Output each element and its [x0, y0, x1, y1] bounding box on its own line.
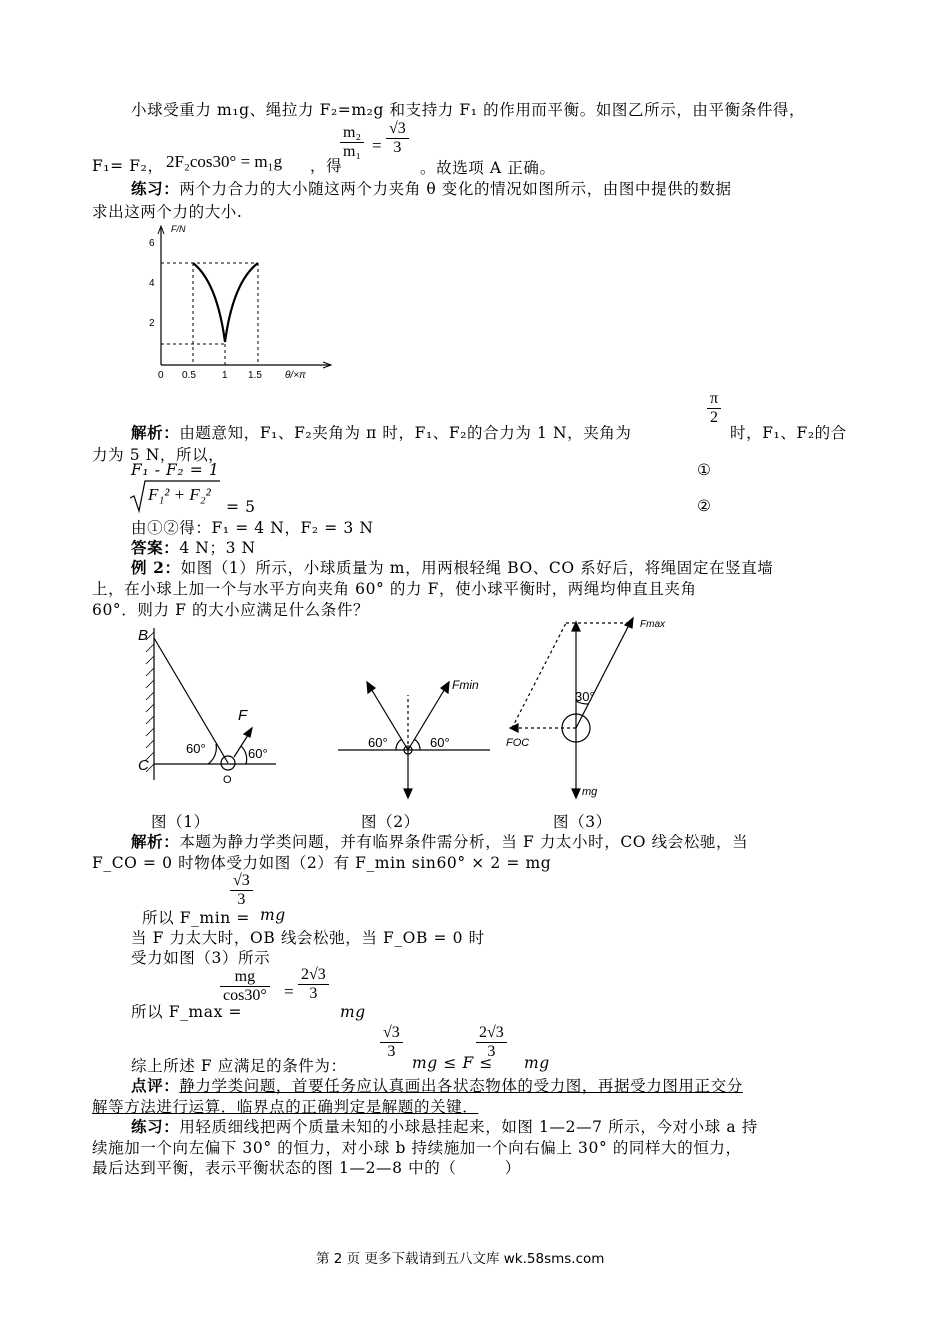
figure-3-diagram	[500, 615, 690, 805]
comment-line2: 解等方法进行运算．临界点的正确判定是解题的关键．	[92, 1098, 479, 1116]
left-tension-arrowhead	[367, 682, 375, 693]
para1-fraction-sqrt	[386, 120, 409, 157]
analysis2-line1	[131, 830, 748, 852]
mg-arrowhead	[572, 789, 580, 798]
comment-label: 点评：	[131, 1076, 180, 1095]
label-mg: mg	[582, 786, 598, 798]
para1-eq2: 2F₂cos30° = m₁g	[166, 152, 283, 171]
conclusion-fraction-2	[476, 1024, 507, 1061]
frac-denominator: 3	[487, 1043, 496, 1060]
label-Fmin: Fmin	[452, 678, 479, 692]
label-Foc: FOC	[506, 737, 530, 749]
x-tick-0-5: 0.5	[182, 370, 196, 381]
analysis1-text: 由题意知，F₁、F₂夹角为 π 时，F₁、F₂的合力为 1 N，夹角为	[179, 424, 632, 442]
conclusion-fraction-1	[380, 1024, 403, 1061]
angle-arc-2	[241, 746, 247, 764]
para1-line1: 小球受重力 m₁g、绳拉力 F₂=m₂g 和支持力 F₁ 的作用而平衡。如图乙所示，由平衡条件得，	[131, 101, 806, 119]
para1-fraction-m	[340, 124, 364, 161]
label-C: C	[138, 757, 149, 774]
analysis1-line1-tail: 时，F₁、F₂的合	[730, 424, 847, 442]
frac-denominator: 3	[393, 139, 402, 156]
exercise-label: 练习：	[131, 1117, 180, 1136]
x-tick-0: 0	[158, 370, 164, 381]
label-Fmax: Fmax	[640, 619, 665, 630]
analysis2-line2: F_CO = 0 时物体受力如图（2）有 F_min sin60° × 2 = mg	[92, 854, 552, 872]
frac-numerator: √3	[380, 1024, 403, 1043]
analysis2-text: 本题为静力学类问题，并有临界条件需分析，当 F 力太小时，CO 线会松驰，当	[179, 833, 749, 851]
frac-numerator: 2√3	[476, 1024, 507, 1043]
exercise1-text: 两个力合力的大小随这两个力夹角 θ 变化的情况如图所示，由图中提供的数据	[179, 180, 732, 198]
frac-numerator: 2√3	[298, 966, 329, 985]
frac-numerator: mg	[220, 968, 270, 987]
angle-arc-right	[414, 739, 420, 750]
angle-label-2: 60°	[248, 746, 268, 761]
frac-denominator: 3	[237, 891, 246, 908]
y-tick-6: 6	[149, 238, 155, 249]
frac-denominator: cos30°	[223, 987, 267, 1004]
analysis1-line2: 力为 5 N，所以，	[92, 446, 225, 464]
exercise1-line1	[131, 177, 732, 199]
answer-label: 答案：	[131, 538, 180, 557]
para1-tail: 。故选项 A 正确。	[420, 159, 556, 177]
label-F: F	[238, 707, 248, 724]
pi-over-2	[707, 390, 721, 427]
conclusion-tail: mg	[524, 1054, 550, 1072]
exercise1-line2: 求出这两个力的大小.	[92, 203, 243, 221]
angle-label-left: 60°	[368, 735, 388, 750]
force-F-arrowhead	[244, 728, 252, 737]
y-axis-label: F/N	[171, 224, 186, 234]
frac-numerator: m₂	[340, 124, 364, 143]
conclusion-mid: mg ≤ F ≤	[412, 1054, 493, 1072]
angle-arc-1	[208, 744, 216, 764]
exercise2-line3: 最后达到平衡，表示平衡状态的图 1—2—8 中的（ ）	[92, 1159, 521, 1177]
comment-text: 静力学类问题，首要任务应认真画出各状态物体的受力图，再据受力图用正交分	[179, 1077, 743, 1095]
figure-2-caption: 图（2）	[361, 813, 420, 831]
analysis1-result: 由①②得：F₁ = 4 N，F₂ = 3 N	[131, 519, 374, 537]
analysis-label: 解析：	[131, 832, 180, 851]
exercise-label: 练习：	[131, 179, 180, 198]
analysis2-line5: 受力如图（3）所示	[131, 949, 271, 967]
x-tick-1: 1	[222, 370, 228, 381]
analysis1-line1	[131, 421, 632, 443]
fmax-prefix: 所以 F_max =	[131, 1003, 243, 1021]
pi-numerator: π	[710, 390, 719, 407]
x-axis-label: θ/×π	[285, 370, 306, 381]
angle-label-1: 60°	[186, 741, 206, 756]
Foc-arrowhead	[510, 724, 518, 732]
frac-denominator: 3	[309, 985, 318, 1002]
frac-denominator: m₁	[343, 143, 362, 160]
Fmax-force	[576, 623, 630, 728]
angle-label: 30°	[575, 689, 595, 704]
y-tick-4: 4	[149, 278, 155, 289]
example2-line1	[131, 556, 773, 578]
example2-line2: 上，在小球上加一个与水平方向夹角 60° 的力 F，使小球平衡时，两绳均伸直且夹角	[92, 580, 697, 598]
example-label: 例 2：	[131, 558, 181, 577]
example2-text: 如图（1）所示，小球质量为 m，用两根轻绳 BO、CO 系好后，将绳固定在竖直墙	[180, 559, 774, 577]
figure-1-diagram	[128, 620, 288, 790]
example2-line3: 60°．则力 F 的大小应满足什么条件？	[92, 601, 370, 619]
conclusion-prefix: 综上所述 F 应满足的条件为：	[131, 1057, 347, 1075]
angle-label-right: 60°	[430, 735, 450, 750]
equation-2-tail: = 5	[226, 498, 256, 516]
analysis-label: 解析：	[131, 423, 180, 442]
pi-denominator: 2	[707, 408, 721, 427]
fmin-prefix: 所以 F_min =	[142, 909, 250, 927]
exercise2-line2: 续施加一个向左偏下 30° 的恒力，对小球 b 持续施加一个向右偏上 30° 的同样大的恒力，	[92, 1139, 742, 1157]
force-angle-graph	[135, 222, 345, 382]
angle-arc-left	[396, 739, 402, 750]
fmin-tail: mg	[260, 906, 286, 924]
analysis2-line4: 当 F 力太大时，OB 线会松弛，当 F_OB = 0 时	[131, 929, 485, 947]
label-O: O	[223, 774, 232, 786]
fmin-fraction	[230, 872, 253, 909]
label-B: B	[138, 627, 149, 644]
equation-1-marker: ①	[697, 461, 712, 479]
mg-arrowhead	[404, 789, 412, 798]
comment-line1	[131, 1074, 743, 1096]
frac-numerator: √3	[230, 872, 253, 891]
exercise2-line1	[131, 1115, 758, 1137]
frac-numerator: √3	[386, 120, 409, 139]
answer-text: 4 N；3 N	[179, 539, 256, 557]
figure-1-caption: 图（1）	[151, 813, 210, 831]
parallelogram-dashed	[512, 623, 566, 728]
fmax-fraction-2	[298, 966, 329, 1003]
resultant-force-curve	[193, 263, 258, 342]
answer1	[131, 536, 256, 558]
y-tick-2: 2	[149, 318, 155, 329]
wall-hatching	[146, 632, 154, 772]
x-tick-1-5: 1.5	[248, 370, 262, 381]
page-footer: 第 2 页 更多下载请到五八文库 wk.58sms.com	[316, 1251, 605, 1267]
fmax-fraction-1	[220, 968, 270, 1005]
fmax-tail: mg	[340, 1003, 366, 1021]
figure-2-diagram	[330, 665, 500, 805]
figure-3-caption: 图（3）	[553, 813, 612, 831]
para1-frac-eq: =	[372, 136, 382, 155]
para1-de: ，得	[310, 157, 343, 175]
equation-2-radicand: F₁² + F₂²	[148, 485, 211, 504]
equation-1: F₁ - F₂ = 1	[131, 461, 220, 479]
fmax-eq: =	[284, 982, 294, 1001]
para1-f1-eq: F₁= F₂，	[92, 157, 164, 175]
equation-2-marker: ②	[697, 497, 712, 515]
Fmin-arrowhead	[441, 682, 449, 693]
frac-denominator: 3	[387, 1043, 396, 1060]
exercise2-text: 用轻质细线把两个质量未知的小球悬挂起来，如图 1—2—7 所示，今对小球 a 持	[179, 1118, 758, 1136]
